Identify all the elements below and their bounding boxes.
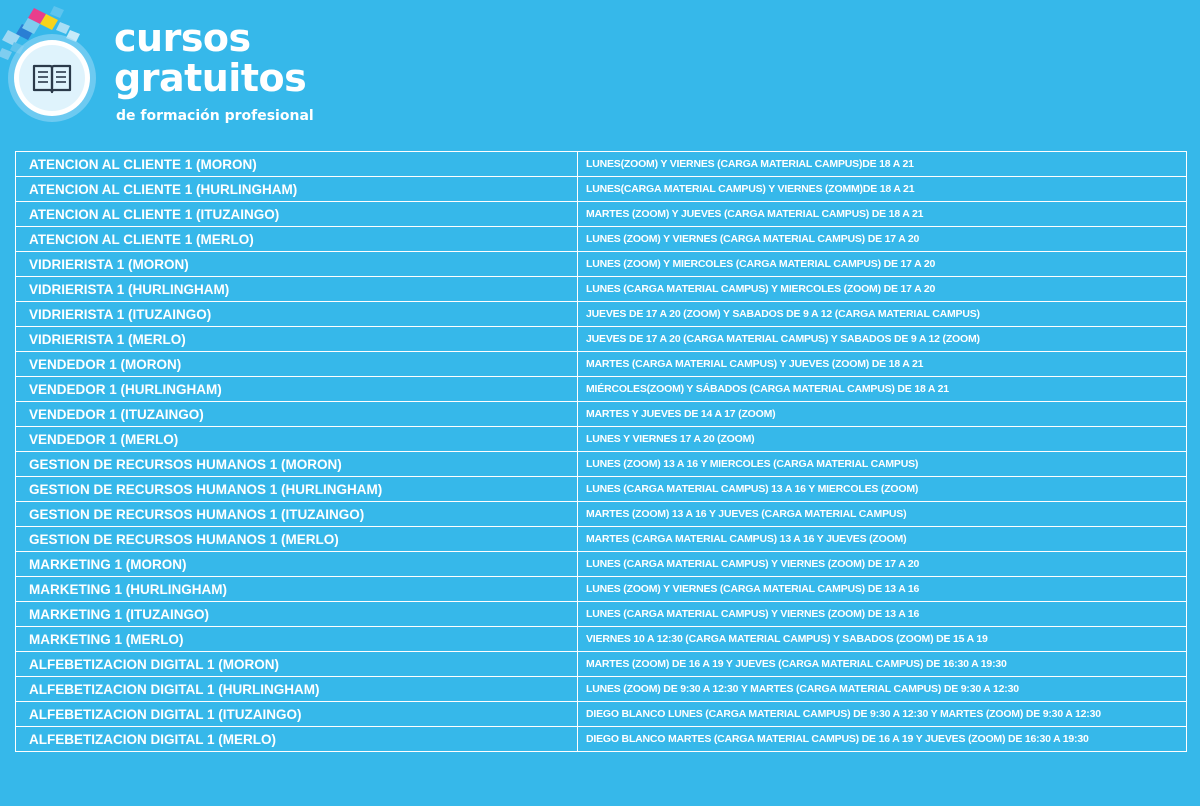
course-name-cell: ALFEBETIZACION DIGITAL 1 (MORON) bbox=[16, 652, 578, 677]
schedule-cell: MARTES (ZOOM) 13 A 16 Y JUEVES (CARGA MATERIAL CAMPUS) bbox=[578, 502, 1187, 527]
table-row bbox=[16, 477, 1187, 502]
schedule-cell: LUNES (ZOOM) Y VIERNES (CARGA MATERIAL CAMPUS) DE 17 A 20 bbox=[578, 227, 1187, 252]
schedule-cell: LUNES (ZOOM) DE 9:30 A 12:30 Y MARTES (CARGA MATERIAL CAMPUS) DE 9:30 A 12:30 bbox=[578, 677, 1187, 702]
course-name-cell: GESTION DE RECURSOS HUMANOS 1 (MERLO) bbox=[16, 527, 578, 552]
schedule-cell: LUNES (ZOOM) Y VIERNES (CARGA MATERIAL CAMPUS) DE 13 A 16 bbox=[578, 577, 1187, 602]
course-name-cell: GESTION DE RECURSOS HUMANOS 1 (HURLINGHAM) bbox=[16, 477, 578, 502]
table-row bbox=[16, 302, 1187, 327]
schedule-cell: LUNES (CARGA MATERIAL CAMPUS) Y VIERNES (ZOOM) DE 13 A 16 bbox=[578, 602, 1187, 627]
course-name-cell: ATENCION AL CLIENTE 1 (ITUZAINGO) bbox=[16, 202, 578, 227]
brand-subtitle: de formación profesional bbox=[116, 108, 314, 124]
brand-title-line1: cursos bbox=[114, 16, 251, 60]
schedule-cell: MARTES Y JUEVES DE 14 A 17 (ZOOM) bbox=[578, 402, 1187, 427]
schedule-cell: LUNES (CARGA MATERIAL CAMPUS) 13 A 16 Y MIERCOLES (ZOOM) bbox=[578, 477, 1187, 502]
table-row bbox=[16, 652, 1187, 677]
table-row bbox=[16, 152, 1187, 177]
brand-title-line2: gratuitos bbox=[114, 56, 307, 100]
course-name-cell: VIDRIERISTA 1 (MORON) bbox=[16, 252, 578, 277]
schedule-cell: MARTES (CARGA MATERIAL CAMPUS) 13 A 16 Y JUEVES (ZOOM) bbox=[578, 527, 1187, 552]
course-name-cell: MARKETING 1 (MORON) bbox=[16, 552, 578, 577]
schedule-cell: LUNES(CARGA MATERIAL CAMPUS) Y VIERNES (ZOMM)DE 18 A 21 bbox=[578, 177, 1187, 202]
table-row bbox=[16, 552, 1187, 577]
course-name-cell: MARKETING 1 (MERLO) bbox=[16, 627, 578, 652]
schedule-table bbox=[15, 151, 1187, 752]
course-name-cell: MARKETING 1 (ITUZAINGO) bbox=[16, 602, 578, 627]
table-row bbox=[16, 402, 1187, 427]
schedule-table-container bbox=[15, 151, 1187, 752]
table-row bbox=[16, 602, 1187, 627]
table-row bbox=[16, 577, 1187, 602]
table-row bbox=[16, 377, 1187, 402]
course-name-cell: VIDRIERISTA 1 (ITUZAINGO) bbox=[16, 302, 578, 327]
schedule-cell: JUEVES DE 17 A 20 (ZOOM) Y SABADOS DE 9 A 12 (CARGA MATERIAL CAMPUS) bbox=[578, 302, 1187, 327]
schedule-cell: MARTES (CARGA MATERIAL CAMPUS) Y JUEVES (ZOOM) DE 18 A 21 bbox=[578, 352, 1187, 377]
course-name-cell: VENDEDOR 1 (MERLO) bbox=[16, 427, 578, 452]
course-name-cell: ATENCION AL CLIENTE 1 (HURLINGHAM) bbox=[16, 177, 578, 202]
course-name-cell: VENDEDOR 1 (MORON) bbox=[16, 352, 578, 377]
table-row bbox=[16, 177, 1187, 202]
course-name-cell: VENDEDOR 1 (ITUZAINGO) bbox=[16, 402, 578, 427]
schedule-cell: DIEGO BLANCO MARTES (CARGA MATERIAL CAMPUS) DE 16 A 19 Y JUEVES (ZOOM) DE 16:30 A 19:30 bbox=[578, 727, 1187, 752]
table-row bbox=[16, 527, 1187, 552]
schedule-cell: JUEVES DE 17 A 20 (CARGA MATERIAL CAMPUS) Y SABADOS DE 9 A 12 (ZOOM) bbox=[578, 327, 1187, 352]
course-name-cell: VENDEDOR 1 (HURLINGHAM) bbox=[16, 377, 578, 402]
schedule-cell: MARTES (ZOOM) Y JUEVES (CARGA MATERIAL CAMPUS) DE 18 A 21 bbox=[578, 202, 1187, 227]
schedule-cell: MARTES (ZOOM) DE 16 A 19 Y JUEVES (CARGA MATERIAL CAMPUS) DE 16:30 A 19:30 bbox=[578, 652, 1187, 677]
course-name-cell: ALFEBETIZACION DIGITAL 1 (ITUZAINGO) bbox=[16, 702, 578, 727]
schedule-cell: MIÉRCOLES(ZOOM) Y SÁBADOS (CARGA MATERIAL CAMPUS) DE 18 A 21 bbox=[578, 377, 1187, 402]
schedule-cell: LUNES (CARGA MATERIAL CAMPUS) Y MIERCOLES (ZOOM) DE 17 A 20 bbox=[578, 277, 1187, 302]
schedule-table-body bbox=[16, 152, 1187, 752]
schedule-cell: LUNES (CARGA MATERIAL CAMPUS) Y VIERNES (ZOOM) DE 17 A 20 bbox=[578, 552, 1187, 577]
table-row bbox=[16, 277, 1187, 302]
table-row bbox=[16, 502, 1187, 527]
table-row bbox=[16, 352, 1187, 377]
table-row bbox=[16, 627, 1187, 652]
table-row bbox=[16, 702, 1187, 727]
course-name-cell: ATENCION AL CLIENTE 1 (MERLO) bbox=[16, 227, 578, 252]
course-name-cell: ALFEBETIZACION DIGITAL 1 (HURLINGHAM) bbox=[16, 677, 578, 702]
table-row bbox=[16, 252, 1187, 277]
header bbox=[0, 0, 320, 140]
schedule-cell: DIEGO BLANCO LUNES (CARGA MATERIAL CAMPUS) DE 9:30 A 12:30 Y MARTES (ZOOM) DE 9:30 A 12:30 bbox=[578, 702, 1187, 727]
table-row bbox=[16, 227, 1187, 252]
logo-mark bbox=[0, 0, 112, 130]
table-row bbox=[16, 427, 1187, 452]
course-name-cell: GESTION DE RECURSOS HUMANOS 1 (MORON) bbox=[16, 452, 578, 477]
schedule-cell: LUNES (ZOOM) Y MIERCOLES (CARGA MATERIAL CAMPUS) DE 17 A 20 bbox=[578, 252, 1187, 277]
table-row bbox=[16, 202, 1187, 227]
schedule-cell: VIERNES 10 A 12:30 (CARGA MATERIAL CAMPUS) Y SABADOS (ZOOM) DE 15 A 19 bbox=[578, 627, 1187, 652]
schedule-cell: LUNES(ZOOM) Y VIERNES (CARGA MATERIAL CAMPUS)DE 18 A 21 bbox=[578, 152, 1187, 177]
course-name-cell: VIDRIERISTA 1 (HURLINGHAM) bbox=[16, 277, 578, 302]
schedule-cell: LUNES Y VIERNES 17 A 20 (ZOOM) bbox=[578, 427, 1187, 452]
table-row bbox=[16, 452, 1187, 477]
course-name-cell: ATENCION AL CLIENTE 1 (MORON) bbox=[16, 152, 578, 177]
schedule-cell: LUNES (ZOOM) 13 A 16 Y MIERCOLES (CARGA MATERIAL CAMPUS) bbox=[578, 452, 1187, 477]
course-name-cell: ALFEBETIZACION DIGITAL 1 (MERLO) bbox=[16, 727, 578, 752]
table-row bbox=[16, 327, 1187, 352]
course-name-cell: VIDRIERISTA 1 (MERLO) bbox=[16, 327, 578, 352]
table-row bbox=[16, 677, 1187, 702]
table-row bbox=[16, 727, 1187, 752]
course-name-cell: GESTION DE RECURSOS HUMANOS 1 (ITUZAINGO) bbox=[16, 502, 578, 527]
course-name-cell: MARKETING 1 (HURLINGHAM) bbox=[16, 577, 578, 602]
